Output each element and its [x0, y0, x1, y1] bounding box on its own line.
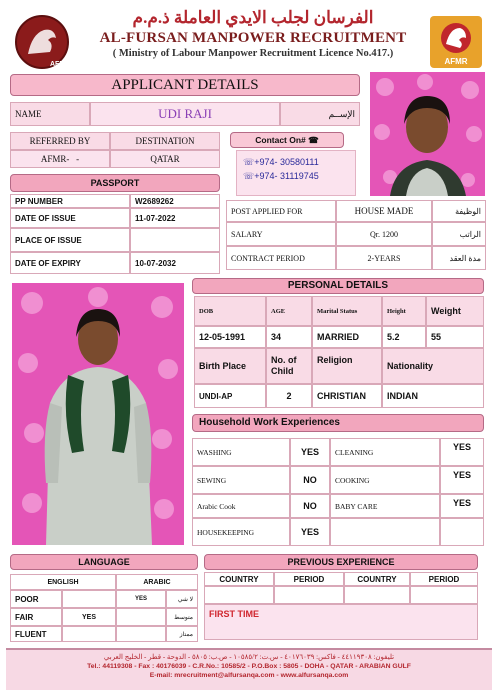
hw-right-label-0: CLEANING	[330, 438, 440, 466]
contact-label: Contact On#	[255, 135, 306, 145]
contact-label-box	[230, 132, 344, 148]
passport-title: PASSPORT	[10, 174, 220, 192]
hw-left-value-2: NO	[290, 494, 330, 518]
birth-place-value: UNDI-AP	[194, 384, 266, 408]
exp-row-1-c2	[274, 586, 344, 604]
personal-details-title: PERSONAL DETAILS	[192, 278, 484, 294]
birth-place-label: Birth Place	[194, 348, 266, 384]
exp-header-period-2: PERIOD	[410, 572, 478, 586]
exp-header-country-2: COUNTRY	[344, 572, 410, 586]
marital-status-label: Marital Status	[312, 296, 382, 326]
post-applied-label: POST APPLIED FOR	[226, 200, 336, 222]
hw-left-value-1: NO	[290, 466, 330, 494]
language-col-english: ENGLISH	[10, 574, 116, 590]
weight-value: 55	[426, 326, 484, 348]
lang-fluent-arabic	[116, 626, 166, 642]
hw-left-value-0: YES	[290, 438, 330, 466]
date-of-expiry-value: 10-07-2032	[130, 252, 220, 274]
name-label: NAME	[10, 102, 90, 126]
lang-fair-label: FAIR	[10, 608, 62, 626]
whatsapp-icon: ☏	[243, 157, 255, 167]
previous-experience-title: PREVIOUS EXPERIENCE	[204, 554, 478, 570]
license-text: ( Ministry of Labour Manpower Recruitment Licence No.417.)	[112, 48, 394, 59]
footer	[6, 648, 492, 690]
dob-value: 12-05-1991	[194, 326, 266, 348]
height-value: 5.2	[382, 326, 426, 348]
applicant-details-title: APPLICANT DETAILS	[10, 74, 360, 96]
company-arabic-name: الفرسان لجلب الايدي العاملة ذ.م.م	[132, 8, 374, 27]
hw-left-label-0: WASHING	[192, 438, 290, 466]
whatsapp-icon: ☏	[243, 171, 255, 181]
right-afmr-logo	[430, 16, 482, 68]
lang-poor-label-ar: لا شي	[166, 590, 198, 608]
footer-english: Tel.: 44119308 - Fax : 40176039 - C.R.No.: 10585/2 - P.O.Box : 5805 - DOHA - QATAR - ARABIAN GULF	[87, 663, 411, 670]
lang-fair-label-ar: متوسط	[166, 608, 198, 626]
language-title: LANGUAGE	[10, 554, 198, 570]
contract-period-label: CONTRACT PERIOD	[226, 246, 336, 270]
nationality-label: Nationality	[382, 348, 484, 384]
religion-label: Religion	[312, 348, 382, 384]
lang-fluent-english	[62, 626, 116, 642]
pp-number-label: PP NUMBER	[10, 194, 130, 208]
contact-numbers	[236, 150, 356, 196]
date-of-expiry-label: DATE OF EXPIRY	[10, 252, 130, 274]
hw-right-value-1: YES	[440, 466, 484, 494]
lang-fluent-label-ar: ممتاز	[166, 626, 198, 642]
svg-text:AFMR: AFMR	[50, 61, 70, 68]
nationality-value: INDIAN	[382, 384, 484, 408]
hw-right-value-2: YES	[440, 494, 484, 518]
hw-left-value-3: YES	[290, 518, 330, 546]
exp-header-period-1: PERIOD	[274, 572, 344, 586]
exp-row-1-c4	[410, 586, 478, 604]
pp-number-value: W2689262	[130, 194, 220, 208]
lang-poor-label: POOR	[10, 590, 62, 608]
name-value: UDI RAJI	[90, 102, 280, 126]
destination-label: DESTINATION	[110, 132, 220, 150]
place-of-issue-label: PLACE OF ISSUE	[10, 228, 130, 252]
salary-label: SALARY	[226, 222, 336, 246]
post-applied-label-ar: الوظيفة	[432, 200, 486, 222]
place-of-issue-value	[130, 228, 220, 252]
contract-period-label-ar: مدة العقد	[432, 246, 486, 270]
lang-poor-arabic: YES	[116, 590, 166, 608]
footer-arabic: تليفون: ٤٤١١٩٣٠٨ - فاكس: ٤٠١٧٦٠٣٩ - س.ت: ١٠٥٨٥/٢ - ص.ب: ٥٨٠٥ - الدوحة - قطر - الخليج العربي	[103, 653, 395, 661]
hw-left-label-3: HOUSEKEEPING	[192, 518, 290, 546]
age-label: AGE	[266, 296, 312, 326]
salary-value: Qr. 1200	[336, 222, 432, 246]
lang-fluent-label: FLUENT	[10, 626, 62, 642]
exp-row-1-c1	[204, 586, 274, 604]
phone-icon: ☎	[308, 135, 319, 145]
exp-header-country-1: COUNTRY	[204, 572, 274, 586]
referred-by-label: REFERRED BY	[10, 132, 110, 150]
hw-right-label-3	[330, 518, 440, 546]
no-of-child-label: No. of Child	[266, 348, 312, 384]
exp-first-time-row	[204, 604, 478, 640]
marital-status-value: MARRIED	[312, 326, 382, 348]
language-col-arabic: ARABIC	[116, 574, 198, 590]
hw-right-value-3	[440, 518, 484, 546]
contract-period-value: 2-YEARS	[336, 246, 432, 270]
first-time-text: FIRST TIME	[209, 609, 259, 619]
hw-right-value-0: YES	[440, 438, 484, 466]
hw-left-label-1: SEWING	[192, 466, 290, 494]
lang-poor-english	[62, 590, 116, 608]
footer-email[interactable]: E-mail: mrecruitment@alfursanqa.com - www.alfursanqa.com	[149, 672, 349, 679]
hw-right-label-1: COOKING	[330, 466, 440, 494]
no-of-child-value: 2	[266, 384, 312, 408]
hw-right-label-2: BABY CARE	[330, 494, 440, 518]
company-name: AL-FURSAN MANPOWER RECRUITMENT	[99, 30, 407, 46]
left-horse-logo	[14, 14, 70, 70]
exp-row-1-c3	[344, 586, 410, 604]
header	[6, 8, 492, 70]
phone-2[interactable]: ☏+974- 31119745	[243, 171, 319, 181]
lang-fair-english: YES	[62, 608, 116, 626]
height-label: Height	[382, 296, 426, 326]
destination-value: QATAR	[110, 150, 220, 168]
age-value: 34	[266, 326, 312, 348]
weight-label: Weight	[426, 296, 484, 326]
referred-by-value: AFMR- -	[10, 150, 110, 168]
hw-left-label-2: Arabic Cook	[192, 494, 290, 518]
date-of-issue-value: 11-07-2022	[130, 208, 220, 228]
applicant-photo-small	[370, 72, 485, 196]
applicant-photo-full	[12, 283, 184, 545]
svg-text:AFMR: AFMR	[444, 57, 468, 66]
name-label-ar: الإســم	[280, 102, 360, 126]
salary-label-ar: الراتب	[432, 222, 486, 246]
household-title: Household Work Experiences	[192, 414, 484, 432]
dob-label: DOB	[194, 296, 266, 326]
phone-1[interactable]: ☏+974- 30580111	[243, 157, 319, 167]
date-of-issue-label: DATE OF ISSUE	[10, 208, 130, 228]
religion-value: CHRISTIAN	[312, 384, 382, 408]
post-applied-value: HOUSE MADE	[336, 200, 432, 222]
lang-fair-arabic	[116, 608, 166, 626]
